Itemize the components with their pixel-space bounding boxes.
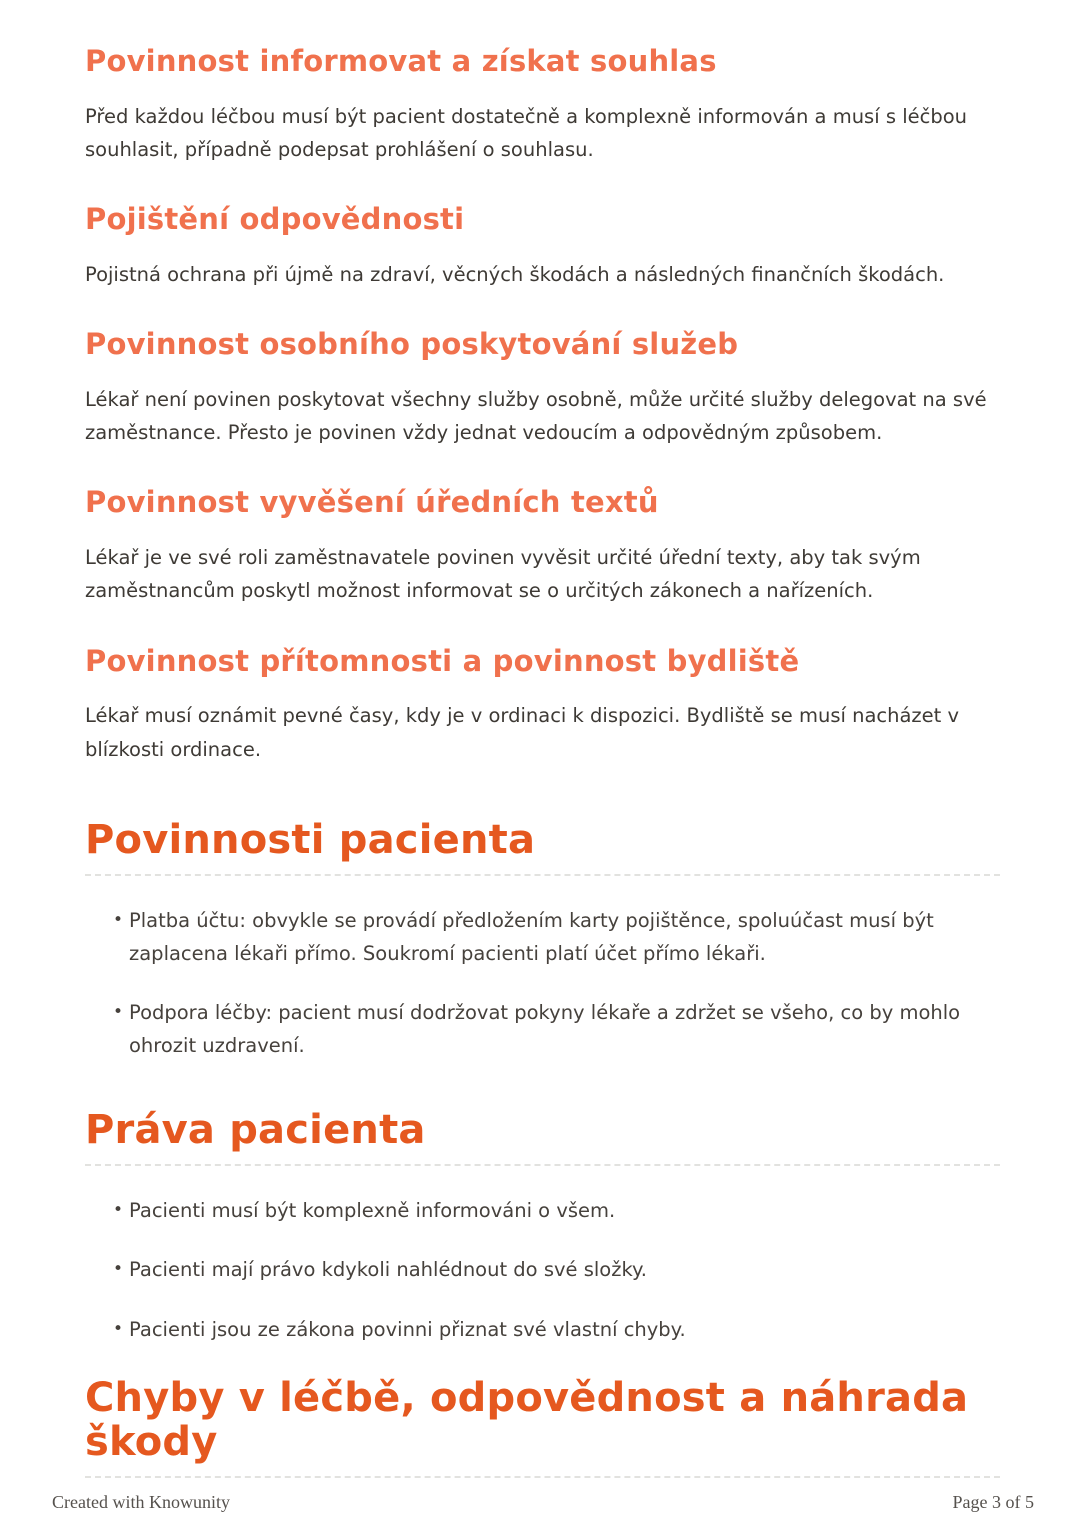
major-heading-patient-duties: Povinnosti pacienta (85, 816, 536, 863)
section-body-presence-residence: Lékař musí oznámit pevné časy, kdy je v ordinaci k dispozici. Bydliště se musí nacházet v blízkosti ordinace. (85, 704, 960, 761)
patient-duties-list (85, 904, 1000, 1063)
page-footer (0, 1492, 1080, 1513)
section-heading-official-texts: Povinnost vyvěšení úředních textů (85, 485, 659, 520)
list-item: • Platba účtu: obvykle se provádí předložením karty pojištěnce, spoluúčast musí být zaplacena lékaři přímo. Soukromí pacienti platí účet přímo lékaři. (113, 904, 1000, 970)
major-heading-patient-rights: Práva pacienta (85, 1107, 426, 1154)
list-item: • Podpora léčby: pacient musí dodržovat pokyny lékaře a zdržet se všeho, co by mohlo ohrozit uzdravení. (113, 996, 1000, 1062)
dotted-divider (85, 1164, 1000, 1166)
dotted-divider (85, 874, 1000, 876)
patient-rights-list (85, 1194, 1000, 1345)
section-body-personal-services: Lékař není povinen poskytovat všechny služby osobně, může určité služby delegovat na své zaměstnance. Přesto je povinen vždy jednat vedoucím a odpovědným způsobem. (85, 388, 987, 445)
section-body-liability-insurance: Pojistná ochrana při újmě na zdraví, věcných škodách a následných finančních škodách. (85, 263, 945, 287)
section-heading-inform-consent: Povinnost informovat a získat souhlas (85, 44, 717, 78)
list-item: • Pacienti jsou ze zákona povinni přiznat své vlastní chyby. (113, 1313, 1000, 1346)
dotted-divider (85, 1476, 1000, 1478)
footer-page-number: Page 3 of 5 (952, 1492, 1034, 1512)
major-heading-treatment-errors: Chyby v léčbě, odpovědnost a náhrada škody (85, 1374, 969, 1465)
list-item: • Pacienti musí být komplexně informováni o všem. (113, 1194, 1000, 1227)
footer-credit: Created with Knowunity (52, 1492, 230, 1512)
section-heading-personal-services: Povinnost osobního poskytování služeb (85, 327, 739, 362)
section-heading-liability-insurance: Pojištění odpovědnosti (85, 202, 465, 237)
list-item: • Pacienti mají právo kdykoli nahlédnout do své složky. (113, 1253, 1000, 1286)
section-body-inform-consent: Před každou léčbou musí být pacient dostatečně a komplexně informován a musí s léčbou souhlasit, případně podepsat prohlášení o souhlasu. (85, 104, 967, 162)
section-body-official-texts: Lékař je ve své roli zaměstnavatele povinen vyvěsit určité úřední texty, aby tak svým zaměstnancům poskytl možnost informovat se o určitých zákonech a nařízeních. (85, 546, 921, 603)
section-heading-presence-residence: Povinnost přítomnosti a povinnost bydliště (85, 643, 800, 678)
